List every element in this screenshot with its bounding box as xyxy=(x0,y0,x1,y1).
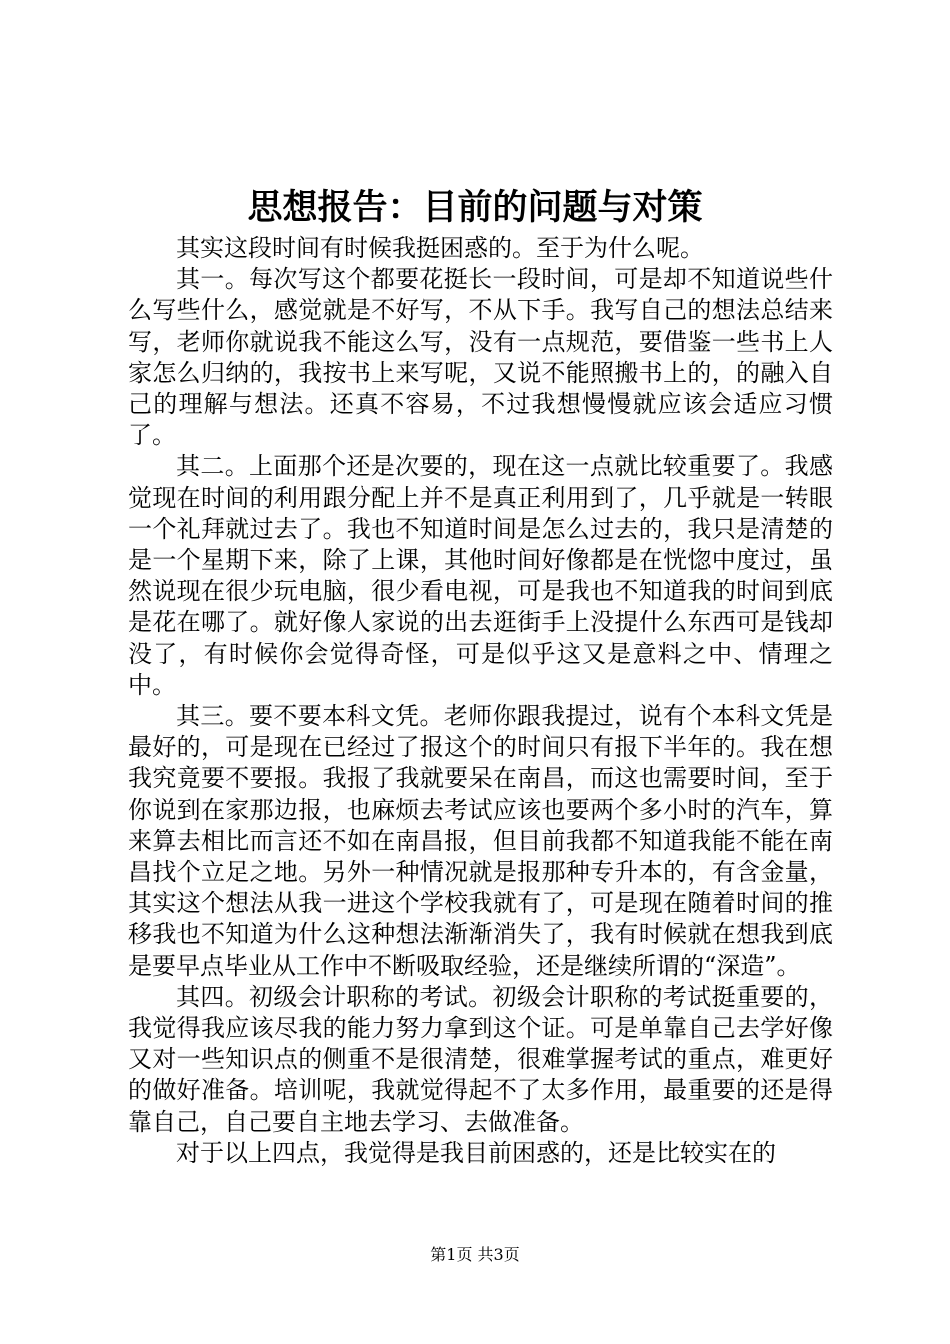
document-body xyxy=(128,233,833,1169)
page-footer: 第1页 共3页 xyxy=(430,1245,520,1264)
paragraph-intro: 其实这段时间有时候我挺困惑的。至于为什么呢。 xyxy=(176,234,704,262)
paragraph-point-3: 其三。要不要本科文凭。老师你跟我提过，说有个本科文凭是最好的，可是现在已经过了报这个的时间只有报下半年的。我在想我究竟要不要报。我报了我就要呆在南昌，而这也需要时间，至于你说到在家那边报，也麻烦去考试应该也要两个多小时的汽车，算来算去相比而言还不如在南昌报，但目前我都不知道我能不能在南昌找个立足之地。另外一种情况就是报那种专升本的，有含金量，其实这个想法从我一进这个学校我就有了，可是现在随着时间的推移我也不知道为什么这种想法渐渐消失了，我有时候就在想我到底是要早点毕业从工作中不断吸取经验，还是继续所谓的“深造”。 xyxy=(128,702,833,980)
paragraph-conclusion: 对于以上四点，我觉得是我目前困惑的，还是比较实在的 xyxy=(176,1138,776,1167)
paragraph-point-2: 其二。上面那个还是次要的，现在这一点就比较重要了。我感觉现在时间的利用跟分配上并不是真正利用到了，几乎就是一转眼一个礼拜就过去了。我也不知道时间是怎么过去的，我只是清楚的是一个星期下来，除了上课，其他时间好像都是在恍惚中度过，虽然说现在很少玩电脑，很少看电视，可是我也不知道我的时间到底是花在哪了。就好像人家说的出去逛街手上没提什么东西可是钱却没了，有时候你会觉得奇怪，可是似乎这又是意料之中、情理之中。 xyxy=(128,452,833,699)
paragraph-point-4: 其四。初级会计职称的考试。初级会计职称的考试挺重要的，我觉得我应该尽我的能力努力拿到这个证。可是单靠自己去学好像又对一些知识点的侧重不是很清楚，很难掌握考试的重点，难更好的做好准备。培训呢，我就觉得起不了太多作用，最重要的还是得靠自己，自己要自主地去学习、去做准备。 xyxy=(128,982,833,1136)
paragraph-point-1: 其一。每次写这个都要花挺长一段时间，可是却不知道说些什么写些什么，感觉就是不好写，不从下手。我写自己的想法总结来写，老师你就说我不能这么写，没有一点规范，要借鉴一些书上人家怎么归纳的，我按书上来写呢，又说不能照搬书上的，的融入自己的理解与想法。还真不容易，不过我想慢慢就应该会适应习惯了。 xyxy=(128,265,833,450)
document-title: 思想报告：目前的问题与对策 xyxy=(247,187,703,228)
